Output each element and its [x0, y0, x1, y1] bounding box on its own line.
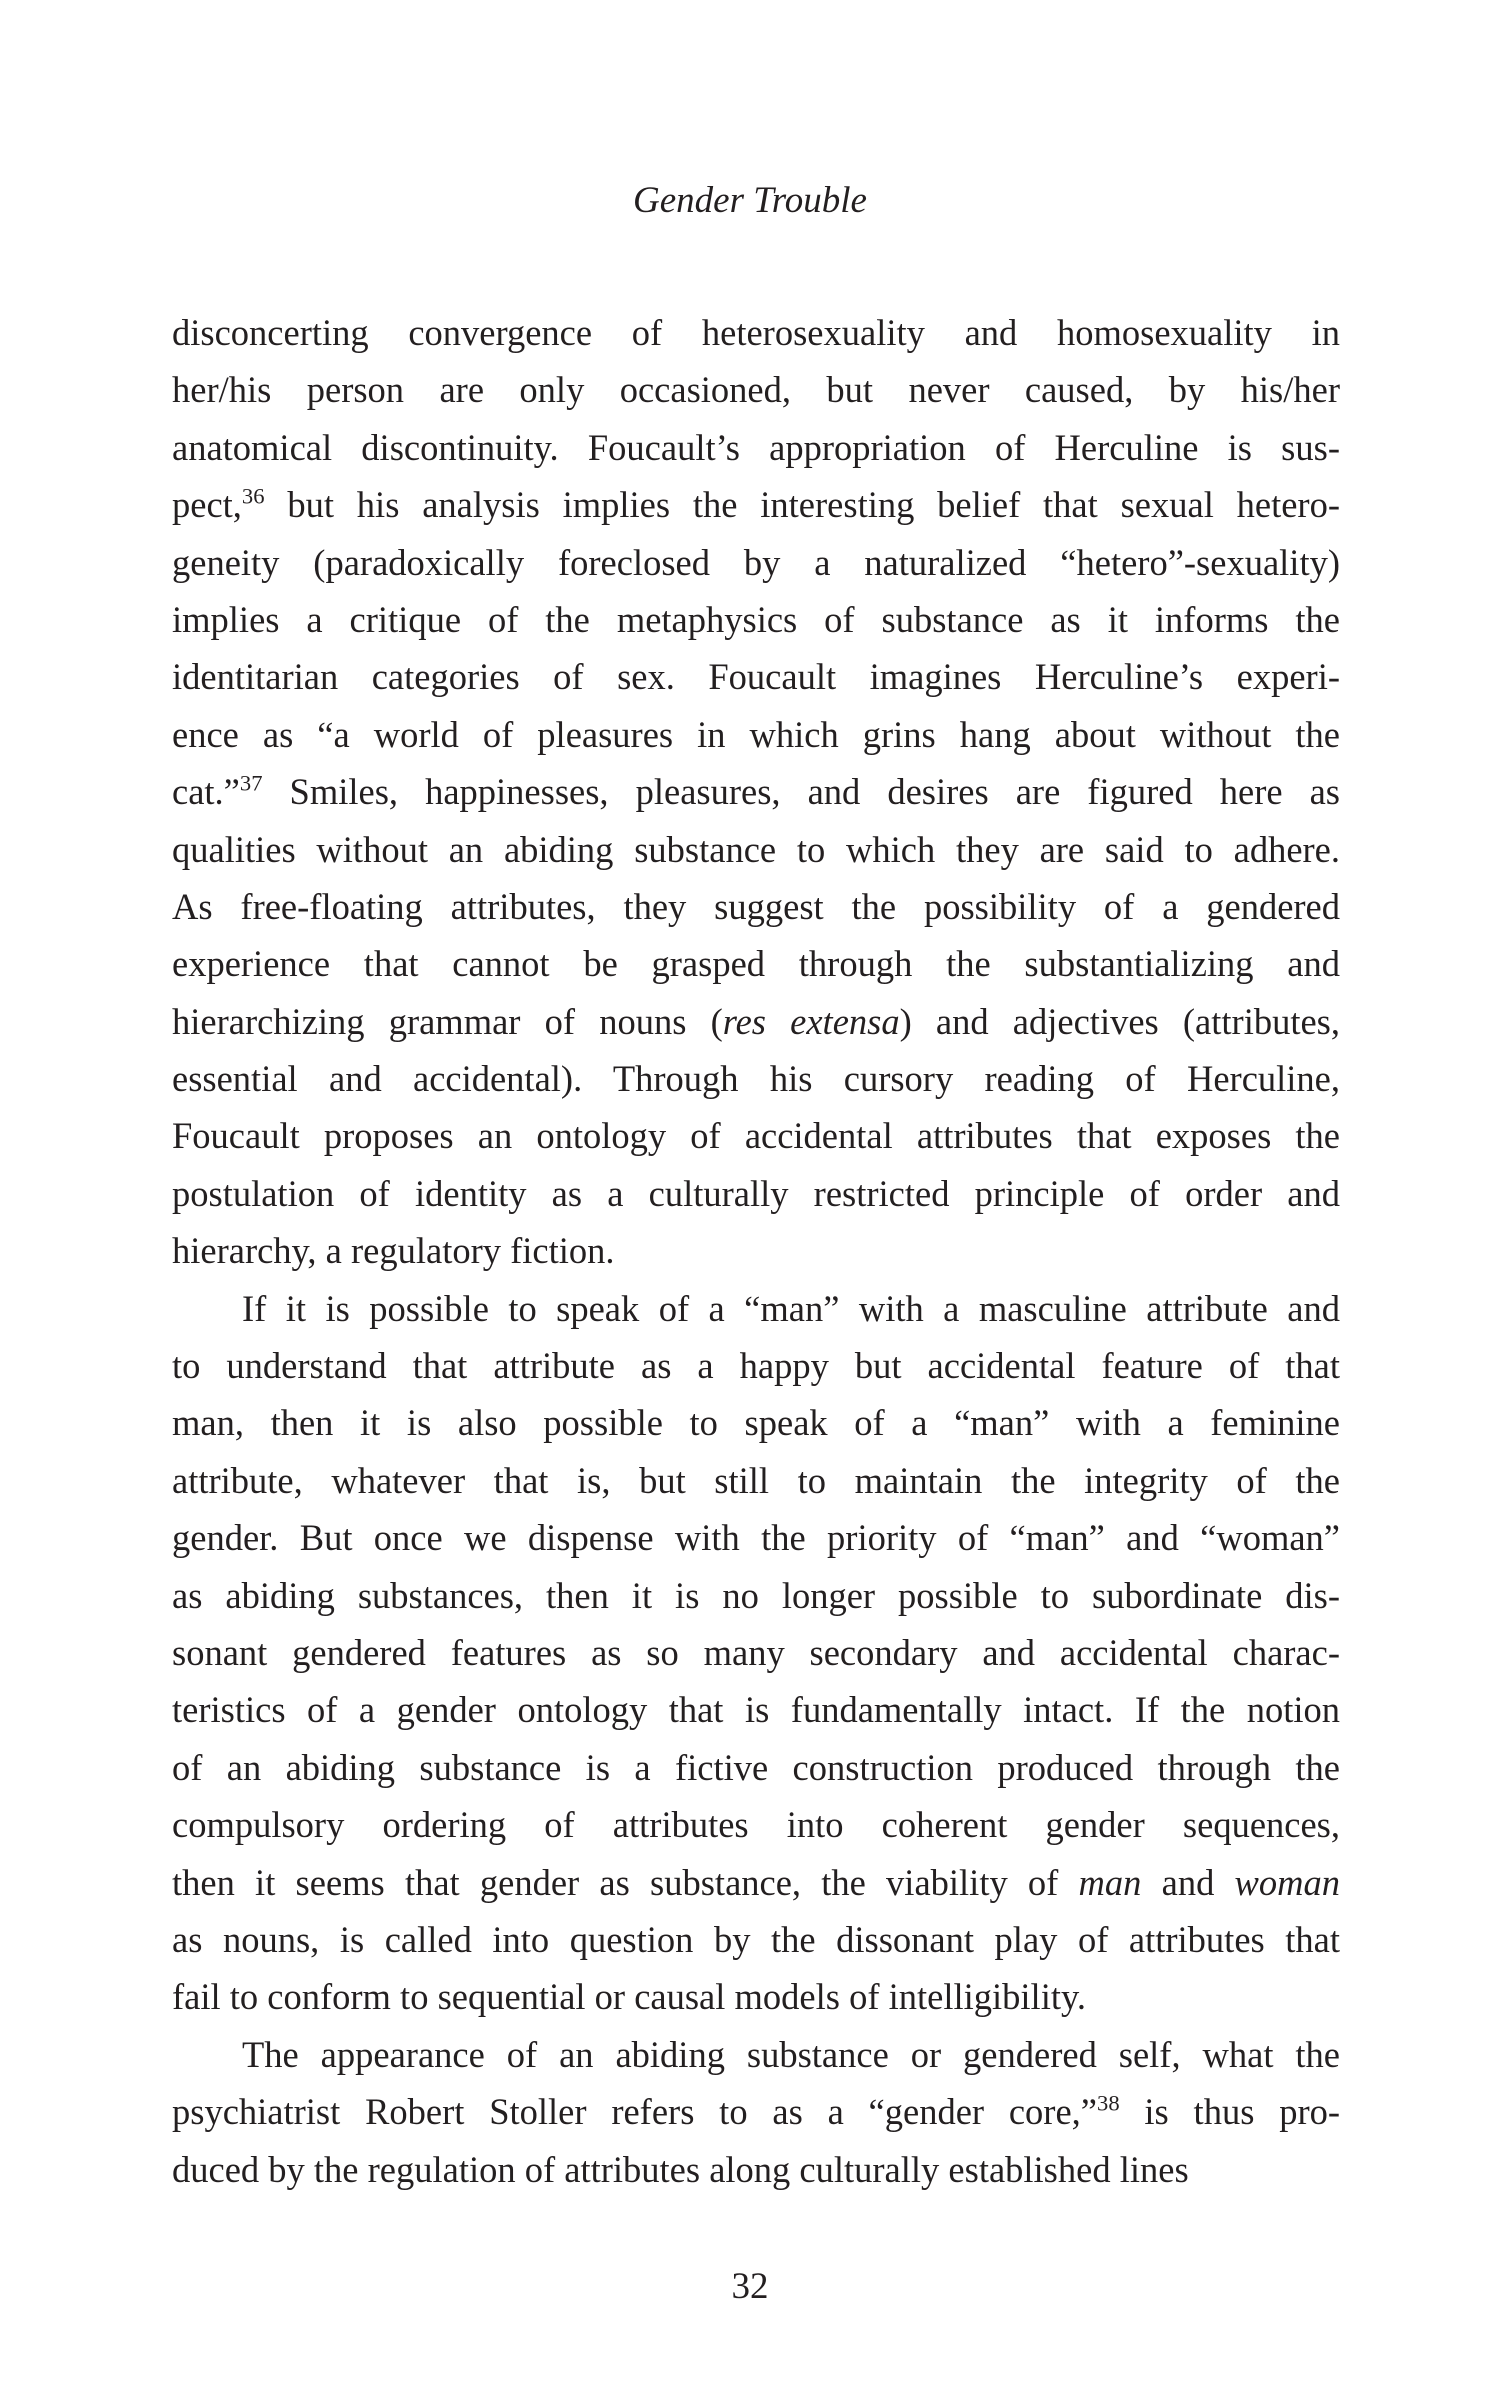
text-segment: anatomical discontinuity. Foucault’s appropriation of Herculine is sus- — [172, 426, 1340, 468]
paragraph — [172, 304, 1340, 1280]
text-line — [172, 1394, 1340, 1451]
text-line — [172, 1854, 1340, 1911]
page-number: 32 — [731, 2266, 769, 2307]
text-segment: duced by the regulation of attributes along culturally established lines — [172, 2148, 1189, 2190]
text-segment: cat.” — [172, 771, 240, 813]
text-line — [172, 304, 1340, 361]
text-segment: man, then it is also possible to speak of a “man” with a feminine — [172, 1402, 1340, 1444]
text-line — [172, 476, 1340, 533]
text-segment: attribute, whatever that is, but still to maintain the integrity of the — [172, 1459, 1340, 1501]
text-segment: psychiatrist Robert Stoller refers to as a “gender core,” — [172, 2091, 1097, 2133]
text-line — [172, 1050, 1340, 1107]
text-segment: of an abiding substance is a fictive construction produced through the — [172, 1746, 1340, 1788]
text-segment: as abiding substances, then it is no longer possible to subordinate dis- — [172, 1574, 1340, 1616]
text-line — [172, 648, 1340, 705]
italic-text: res extensa — [722, 1000, 900, 1042]
text-segment: essential and accidental). Through his cursory reading of Herculine, — [172, 1058, 1340, 1100]
text-line — [172, 1739, 1340, 1796]
paragraph — [172, 2026, 1340, 2198]
text-segment: ence as “a world of pleasures in which grins hang about without the — [172, 713, 1340, 755]
text-line — [172, 2083, 1340, 2140]
text-line — [172, 1337, 1340, 1394]
text-segment: implies a critique of the metaphysics of substance as it informs the — [172, 598, 1340, 640]
footnote-ref: 37 — [239, 770, 263, 796]
text-segment: hierarchizing grammar of nouns ( — [172, 1000, 723, 1042]
text-line — [172, 419, 1340, 476]
text-line — [172, 361, 1340, 418]
text-segment: then it seems that gender as substance, the viability of — [172, 1861, 1079, 1903]
text-segment: but his analysis implies the interesting belief that sexual hetero- — [264, 484, 1340, 526]
text-segment: postulation of identity as a culturally restricted principle of order and — [172, 1172, 1340, 1214]
text-line — [172, 706, 1340, 763]
text-line — [172, 1681, 1340, 1738]
text-segment: As free-floating attributes, they suggest the possibility of a gendered — [172, 885, 1340, 927]
text-segment: pect, — [172, 484, 242, 526]
text-segment: to understand that attribute as a happy but accidental feature of that — [172, 1345, 1340, 1387]
text-segment: teristics of a gender ontology that is fundamentally intact. If the notion — [172, 1689, 1340, 1731]
text-line — [172, 1452, 1340, 1509]
running-head: Gender Trouble — [633, 180, 867, 221]
text-line — [172, 1509, 1340, 1566]
text-segment: gender. But once we dispense with the priority of “man” and “woman” — [172, 1517, 1340, 1559]
text-segment: is thus pro- — [1119, 2091, 1341, 2133]
text-segment: her/his person are only occasioned, but never caused, by his/her — [172, 369, 1340, 411]
text-line — [172, 1165, 1340, 1222]
text-line — [172, 821, 1340, 878]
text-segment: disconcerting convergence of heterosexuality and homosexuality in — [172, 312, 1340, 353]
italic-text: man — [1078, 1861, 1142, 1903]
text-line — [172, 2141, 1340, 2198]
text-segment: qualities without an abiding substance to which they are said to adhere. — [172, 828, 1340, 870]
text-segment: ) and adjectives (attributes, — [899, 1000, 1341, 1042]
text-line — [172, 1968, 1340, 2025]
text-segment: geneity (paradoxically foreclosed by a naturalized “hetero”-sexuality) — [172, 541, 1340, 583]
text-line — [172, 591, 1340, 648]
text-segment: compulsory ordering of attributes into coherent gender sequences, — [172, 1804, 1340, 1846]
text-segment: and — [1141, 1861, 1235, 1903]
text-segment: The appearance of an abiding substance or gendered self, what the — [242, 2033, 1340, 2075]
text-line — [172, 1280, 1340, 1337]
text-segment: identitarian categories of sex. Foucault imagines Herculine’s experi- — [172, 656, 1340, 698]
text-segment: experience that cannot be grasped through the substantializing and — [172, 943, 1340, 985]
footnote-ref: 36 — [241, 483, 265, 509]
text-line — [172, 878, 1340, 935]
text-line — [172, 993, 1340, 1050]
text-segment: Smiles, happinesses, pleasures, and desires are figured here as — [262, 771, 1340, 813]
text-line — [172, 1222, 1340, 1279]
text-line — [172, 1107, 1340, 1164]
text-segment: sonant gendered features as so many secondary and accidental charac- — [172, 1631, 1340, 1673]
body-text — [172, 304, 1340, 2198]
text-line — [172, 1796, 1340, 1853]
text-line — [172, 1911, 1340, 1968]
italic-text: woman — [1234, 1861, 1340, 1903]
text-line — [172, 763, 1340, 820]
text-line — [172, 2026, 1340, 2083]
text-segment: as nouns, is called into question by the dissonant play of attributes that — [172, 1918, 1340, 1960]
paragraph — [172, 1280, 1340, 2026]
footnote-ref: 38 — [1097, 2090, 1120, 2116]
text-line — [172, 1567, 1340, 1624]
text-segment: Foucault proposes an ontology of accidental attributes that exposes the — [172, 1115, 1340, 1157]
text-line — [172, 534, 1340, 591]
text-segment: If it is possible to speak of a “man” with a masculine attribute and — [242, 1287, 1340, 1329]
text-segment: hierarchy, a regulatory fiction. — [172, 1230, 615, 1272]
text-line — [172, 1624, 1340, 1681]
text-line — [172, 935, 1340, 992]
text-segment: fail to conform to sequential or causal models of intelligibility. — [172, 1976, 1086, 2018]
